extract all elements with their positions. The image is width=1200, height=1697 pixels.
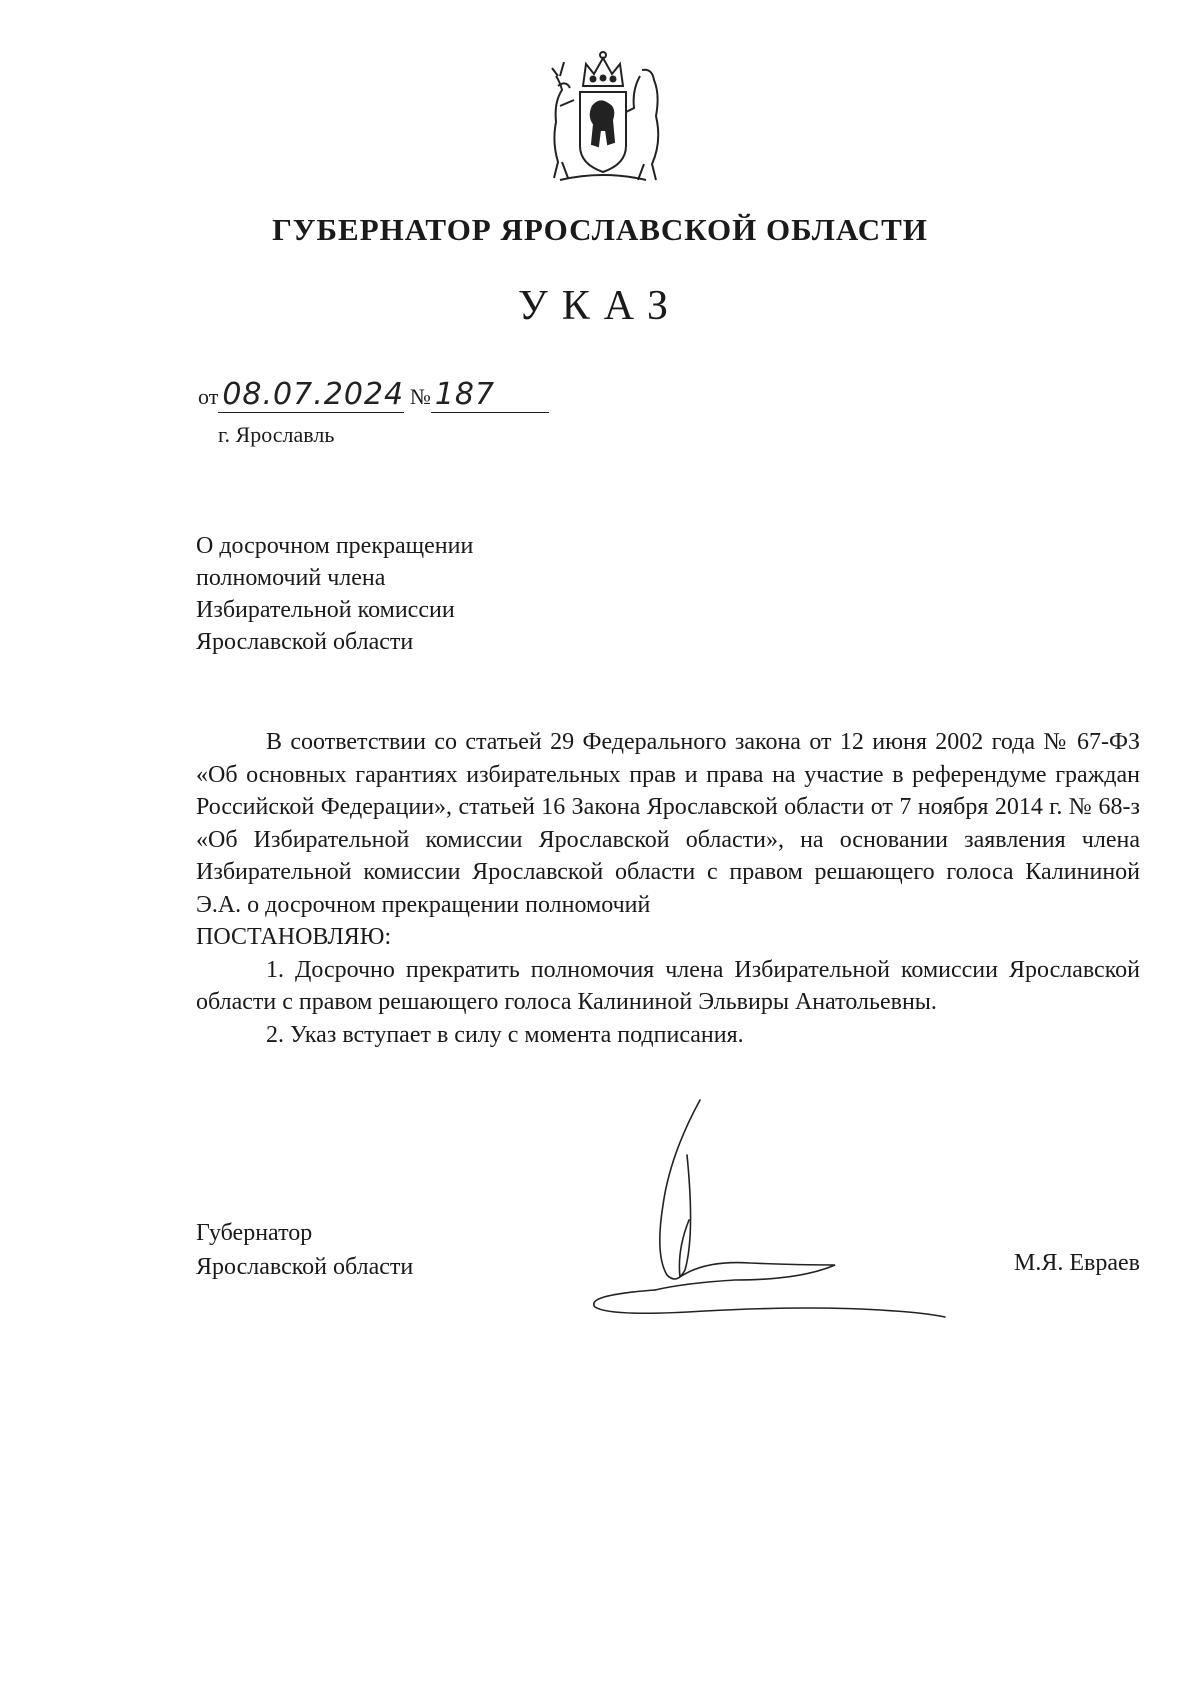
resolution-item-2: 2. Указ вступает в силу с момента подписания. <box>266 1021 744 1048</box>
document-city: г. Ярославль <box>218 422 335 447</box>
coat-of-arms-emblem <box>538 46 668 186</box>
document-type-title: УКАЗ <box>517 283 683 329</box>
organization-title: ГУБЕРНАТОР ЯРОСЛАВСКОЙ ОБЛАСТИ <box>272 212 928 247</box>
preamble-paragraph: В соответствии со статьей 29 Федерального закона от 12 июня 2002 года № 67-ФЗ «Об основных гарантиях избирательных прав и права на участие в референдуме граждан Российской Федерации», статьей 16 Закона Ярославской области от 7 ноября 2014 г. № 68-з «Об Избирательной комиссии Ярославской области», на основании заявления члена Избирательной комиссии Ярославской области с правом решающего голоса Калининой Э.А. о досрочном прекращении полномочий <box>196 729 1140 918</box>
registration-line <box>198 377 549 413</box>
signatory-title-line: Губернатор <box>196 1220 313 1246</box>
handwritten-signature <box>585 1085 955 1345</box>
resolves-heading: ПОСТАНОВЛЯЮ: <box>196 924 392 950</box>
subject-line: Ярославской области <box>196 629 414 655</box>
signatory-title-line: Ярославской области <box>196 1254 414 1280</box>
document-subject <box>196 530 473 658</box>
date-prefix: от <box>198 384 219 409</box>
subject-line: Избирательной комиссии <box>196 597 455 623</box>
subject-line: О досрочном прекращении <box>196 533 474 559</box>
subject-line: полномочий члена <box>196 565 386 591</box>
signatory-name: М.Я. Евраев <box>1014 1250 1140 1276</box>
document-number: 187 <box>434 377 496 412</box>
document-body <box>196 726 1140 1051</box>
signatory-title <box>196 1216 413 1284</box>
number-prefix: № <box>409 384 431 409</box>
document-date: 08.07.2024 <box>222 377 405 412</box>
resolution-item-1: 1. Досрочно прекратить полномочия члена Избирательной комиссии Ярославской области с правом решающего голоса Калининой Эльвиры Анатольевны. <box>196 956 1140 1015</box>
